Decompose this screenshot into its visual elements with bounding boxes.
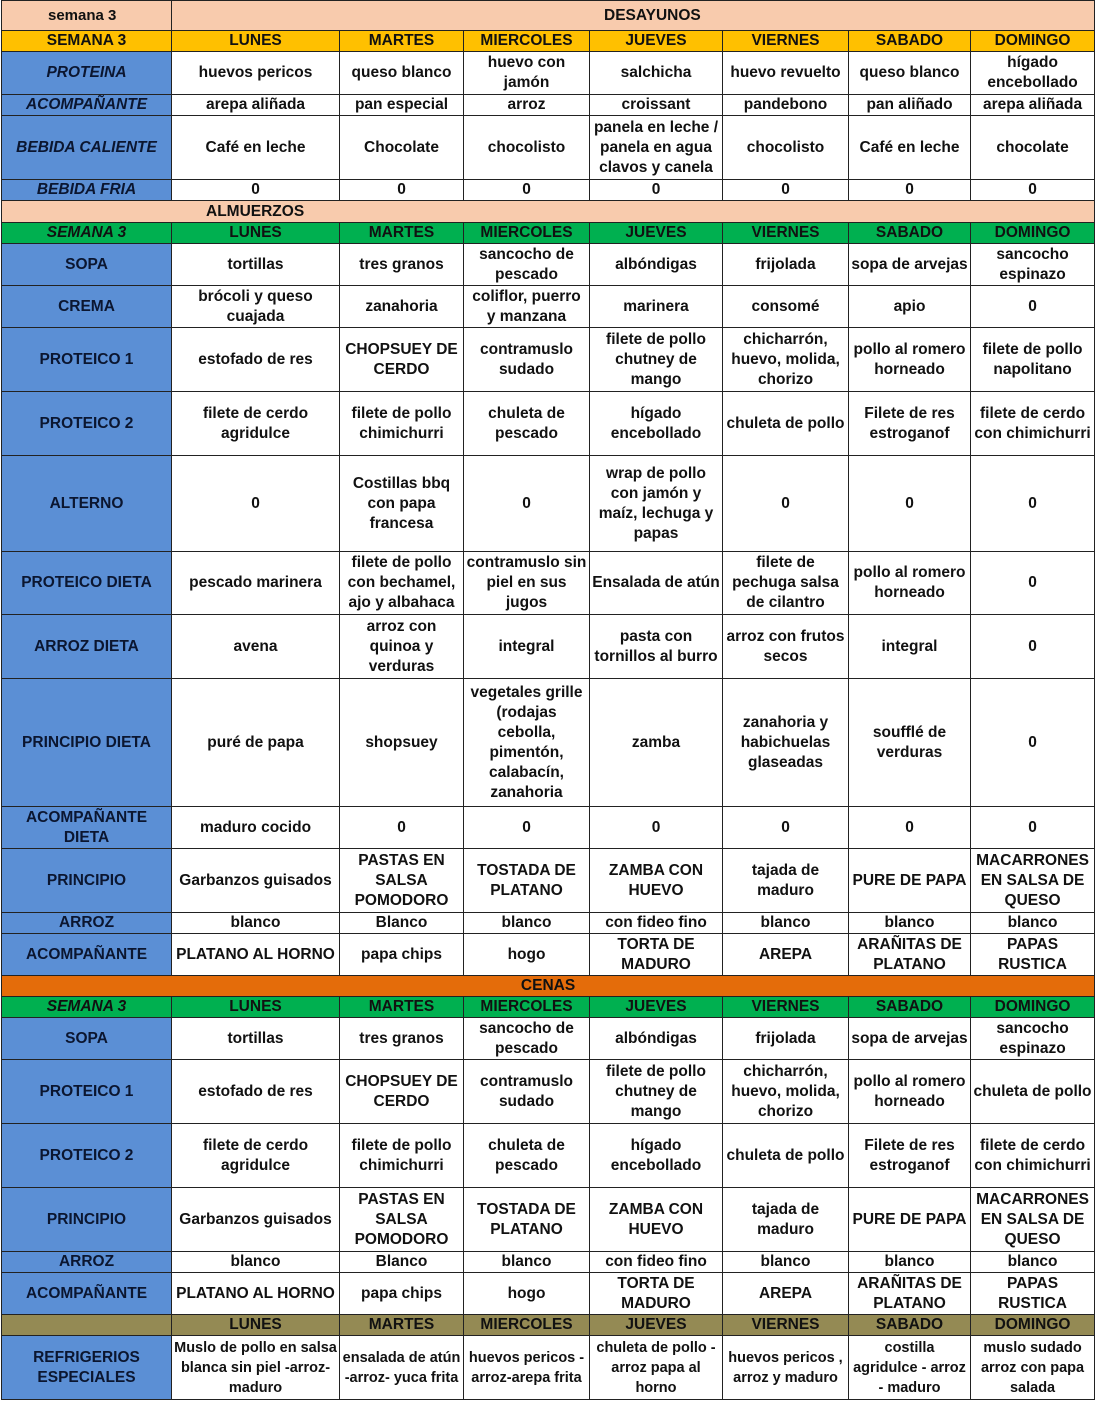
almuerzos-row [2,244,1095,286]
menu-cell: albóndigas [590,244,723,286]
row-label: PROTEINA [2,52,172,95]
menu-cell: hígado encebollado [971,52,1095,95]
menu-cell: pollo al romero horneado [849,552,971,615]
menu-cell: apio [849,286,971,328]
menu-cell: blanco [464,1252,590,1273]
menu-cell: PASTAS EN SALSA POMODORO [340,849,464,913]
day-header-cell: JUEVES [590,1315,723,1336]
almuerzos-header-row [2,223,1095,244]
row-label: ACOMPAÑANTE [2,934,172,976]
menu-cell: arroz con frutos secos [723,615,849,679]
menu-cell: queso blanco [849,52,971,95]
section-title: CENAS [2,976,1095,997]
menu-cell: MACARRONES EN SALSA DE QUESO [971,1188,1095,1252]
menu-cell: huevos pericos [172,52,340,95]
menu-cell: maduro cocido [172,807,340,849]
row-label: PRINCIPIO [2,849,172,913]
menu-cell: chocolisto [723,116,849,180]
day-header-cell: MARTES [340,223,464,244]
day-header-cell: JUEVES [590,223,723,244]
menu-cell: filete de pollo napolitano [971,328,1095,392]
day-header-cell: MIERCOLES [464,31,590,52]
menu-cell: CHOPSUEY DE CERDO [340,1060,464,1124]
menu-cell: MACARRONES EN SALSA DE QUESO [971,849,1095,913]
menu-cell: salchicha [590,52,723,95]
menu-cell: huevo revuelto [723,52,849,95]
menu-cell: 0 [971,180,1095,201]
menu-cell: PAPAS RUSTICA [971,934,1095,976]
menu-cell: pan especial [340,95,464,116]
menu-cell: panela en leche / panela en agua clavos y canela [590,116,723,180]
menu-cell: hígado encebollado [590,392,723,456]
menu-cell: chicharrón, huevo, molida, chorizo [723,1060,849,1124]
day-header-cell: JUEVES [590,31,723,52]
day-header-cell: DOMINGO [971,1315,1095,1336]
menu-cell: TOSTADA DE PLATANO [464,849,590,913]
menu-cell: tres granos [340,244,464,286]
menu-cell: con fideo fino [590,913,723,934]
row-label: BEBIDA FRIA [2,180,172,201]
menu-cell: vegetales grille (rodajas cebolla, pimentón, calabacín, zanahoria [464,679,590,807]
day-header-cell: MARTES [340,997,464,1018]
menu-cell: Costillas bbq con papa francesa [340,456,464,552]
menu-cell: chuleta de pescado [464,392,590,456]
menu-cell: sopa de arvejas [849,1018,971,1060]
menu-cell: 0 [340,807,464,849]
menu-cell: ensalada de atún -arroz- yuca frita [340,1336,464,1400]
menu-cell: coliflor, puerro y manzana [464,286,590,328]
menu-cell: tortillas [172,1018,340,1060]
menu-cell: ARAÑITAS DE PLATANO [849,1273,971,1315]
menu-cell: filete de cerdo agridulce [172,392,340,456]
almuerzos-row [2,849,1095,913]
menu-cell: estofado de res [172,328,340,392]
menu-cell: hígado encebollado [590,1124,723,1188]
menu-cell: Filete de res estroganof [849,1124,971,1188]
menu-cell: 0 [971,679,1095,807]
menu-cell: blanco [971,913,1095,934]
cenas-row [2,1188,1095,1252]
cenas-header-row [2,997,1095,1018]
menu-cell: chocolisto [464,116,590,180]
menu-cell: sancocho espinazo [971,1018,1095,1060]
menu-cell: Muslo de pollo en salsa blanca sin piel -arroz-maduro [172,1336,340,1400]
day-header-cell: MIERCOLES [464,1315,590,1336]
menu-cell: 0 [971,807,1095,849]
menu-cell: blanco [723,1252,849,1273]
menu-cell: pescado marinera [172,552,340,615]
menu-cell: filete de cerdo agridulce [172,1124,340,1188]
row-label: PRINCIPIO DIETA [2,679,172,807]
menu-cell: zanahoria y habichuelas glaseadas [723,679,849,807]
menu-cell: filete de cerdo con chimichurri [971,1124,1095,1188]
menu-cell: con fideo fino [590,1252,723,1273]
desayunos-row [2,180,1095,201]
desayunos-row [2,52,1095,95]
menu-cell: sopa de arvejas [849,244,971,286]
row-label: CREMA [2,286,172,328]
almuerzos-title-row [2,201,1095,223]
menu-cell: tajada de maduro [723,849,849,913]
menu-cell: PLATANO AL HORNO [172,1273,340,1315]
almuerzos-row [2,615,1095,679]
menu-cell: arroz con quinoa y verduras [340,615,464,679]
row-label: ACOMPAÑANTE [2,1273,172,1315]
menu-cell: chuleta de pollo [723,392,849,456]
menu-cell: hogo [464,934,590,976]
menu-cell: ARAÑITAS DE PLATANO [849,934,971,976]
day-header-cell: LUNES [172,223,340,244]
desayunos-title-row [2,1,1095,31]
menu-cell: Chocolate [340,116,464,180]
day-header-cell: MIERCOLES [464,997,590,1018]
menu-cell: filete de pollo chimichurri [340,1124,464,1188]
menu-cell: 0 [971,286,1095,328]
day-header-cell: DOMINGO [971,223,1095,244]
day-header-cell: SABADO [849,223,971,244]
menu-cell: arroz [464,95,590,116]
menu-cell: pasta con tornillos al burro [590,615,723,679]
menu-cell: 0 [849,180,971,201]
almuerzos-row [2,392,1095,456]
menu-cell: chuleta de pollo [971,1060,1095,1124]
menu-cell: papa chips [340,1273,464,1315]
menu-cell: huevo con jamón [464,52,590,95]
menu-cell: frijolada [723,244,849,286]
week-header-cell: SEMANA 3 [2,31,172,52]
menu-cell: albóndigas [590,1018,723,1060]
section-title: DESAYUNOS [172,1,1095,31]
row-label: ACOMPAÑANTE DIETA [2,807,172,849]
row-label: SOPA [2,244,172,286]
refrigerios-header-row [2,1315,1095,1336]
menu-cell: sancocho de pescado [464,244,590,286]
menu-cell: puré de papa [172,679,340,807]
menu-cell: tortillas [172,244,340,286]
menu-cell: 0 [849,456,971,552]
menu-cell: blanco [849,913,971,934]
menu-cell: TORTA DE MADURO [590,1273,723,1315]
cenas-row [2,1124,1095,1188]
row-label: PROTEICO 1 [2,1060,172,1124]
menu-cell: queso blanco [340,52,464,95]
menu-cell: croissant [590,95,723,116]
cenas-row [2,1018,1095,1060]
menu-cell: integral [849,615,971,679]
menu-cell: CHOPSUEY DE CERDO [340,328,464,392]
menu-cell: blanco [971,1252,1095,1273]
menu-cell: PLATANO AL HORNO [172,934,340,976]
row-label: PROTEICO 1 [2,328,172,392]
day-header-cell: SABADO [849,997,971,1018]
menu-cell: 0 [971,456,1095,552]
menu-cell: Blanco [340,913,464,934]
menu-cell: filete de pollo chutney de mango [590,1060,723,1124]
menu-cell: ZAMBA CON HUEVO [590,1188,723,1252]
menu-cell: Garbanzos guisados [172,849,340,913]
menu-cell: 0 [172,180,340,201]
day-header-cell: VIERNES [723,1315,849,1336]
menu-cell: arepa aliñada [172,95,340,116]
menu-cell: hogo [464,1273,590,1315]
row-label: PROTEICO DIETA [2,552,172,615]
menu-cell: AREPA [723,1273,849,1315]
menu-cell: filete de pollo chimichurri [340,392,464,456]
menu-cell: chuleta de pollo - arroz papa al horno [590,1336,723,1400]
day-header-cell: LUNES [172,1315,340,1336]
menu-cell: PASTAS EN SALSA POMODORO [340,1188,464,1252]
menu-cell: 0 [723,180,849,201]
day-header-cell: VIERNES [723,997,849,1018]
menu-cell: blanco [849,1252,971,1273]
menu-cell: 0 [723,456,849,552]
menu-cell: 0 [971,552,1095,615]
desayunos-header-row [2,31,1095,52]
menu-cell: Café en leche [172,116,340,180]
day-header-cell: DOMINGO [971,997,1095,1018]
almuerzos-row [2,328,1095,392]
menu-cell: chocolate [971,116,1095,180]
menu-cell: blanco [464,913,590,934]
almuerzos-row [2,286,1095,328]
row-label: SOPA [2,1018,172,1060]
day-header-cell: VIERNES [723,31,849,52]
day-header-cell: DOMINGO [971,31,1095,52]
menu-cell: contramuslo sudado [464,1060,590,1124]
menu-cell: papa chips [340,934,464,976]
menu-cell: sancocho espinazo [971,244,1095,286]
menu-cell: avena [172,615,340,679]
menu-cell: 0 [971,615,1095,679]
menu-cell: chuleta de pollo [723,1124,849,1188]
refrigerios-row [2,1336,1095,1400]
menu-cell: frijolada [723,1018,849,1060]
menu-cell: Filete de res estroganof [849,392,971,456]
menu-table [1,0,1095,1400]
cenas-title-row [2,976,1095,997]
menu-cell: pandebono [723,95,849,116]
desayunos-row [2,95,1095,116]
almuerzos-row [2,679,1095,807]
menu-cell: pollo al romero horneado [849,1060,971,1124]
menu-cell: TOSTADA DE PLATANO [464,1188,590,1252]
cenas-row [2,1273,1095,1315]
day-header-cell: LUNES [172,31,340,52]
menu-cell: ZAMBA CON HUEVO [590,849,723,913]
menu-cell: wrap de pollo con jamón y maíz, lechuga y papas [590,456,723,552]
menu-cell: 0 [464,180,590,201]
day-header-cell: MIERCOLES [464,223,590,244]
menu-cell: marinera [590,286,723,328]
menu-cell: Garbanzos guisados [172,1188,340,1252]
menu-cell: zamba [590,679,723,807]
day-header-cell: MARTES [340,1315,464,1336]
section-title: ALMUERZOS [2,201,1095,223]
menu-cell: zanahoria [340,286,464,328]
menu-cell: arepa aliñada [971,95,1095,116]
row-label: PRINCIPIO [2,1188,172,1252]
day-header-cell: MARTES [340,31,464,52]
menu-cell: filete de cerdo con chimichurri [971,392,1095,456]
menu-cell: 0 [723,807,849,849]
menu-cell: PURE DE PAPA [849,1188,971,1252]
cenas-row [2,1060,1095,1124]
day-header-cell: LUNES [172,997,340,1018]
row-label: REFRIGERIOS ESPECIALES [2,1336,172,1400]
menu-cell: PAPAS RUSTICA [971,1273,1095,1315]
week-header-cell [2,1315,172,1336]
row-label: PROTEICO 2 [2,1124,172,1188]
menu-cell: tajada de maduro [723,1188,849,1252]
menu-cell: blanco [723,913,849,934]
almuerzos-row [2,913,1095,934]
row-label: ARROZ [2,913,172,934]
day-header-cell: SABADO [849,1315,971,1336]
menu-cell: consomé [723,286,849,328]
menu-cell: muslo sudado arroz con papa salada [971,1336,1095,1400]
menu-cell: blanco [172,1252,340,1273]
menu-cell: 0 [464,456,590,552]
menu-cell: Blanco [340,1252,464,1273]
almuerzos-row [2,934,1095,976]
menu-cell: TORTA DE MADURO [590,934,723,976]
desayunos-row [2,116,1095,180]
row-label: ARROZ DIETA [2,615,172,679]
week-header-cell: SEMANA 3 [2,223,172,244]
menu-cell: 0 [590,180,723,201]
menu-cell: filete de pechuga salsa de cilantro [723,552,849,615]
almuerzos-row [2,552,1095,615]
menu-cell: huevos pericos - arroz-arepa frita [464,1336,590,1400]
menu-cell: 0 [849,807,971,849]
menu-cell: soufflé de verduras [849,679,971,807]
menu-cell: estofado de res [172,1060,340,1124]
menu-cell: tres granos [340,1018,464,1060]
row-label: ACOMPAÑANTE [2,95,172,116]
menu-cell: sancocho de pescado [464,1018,590,1060]
menu-cell: Café en leche [849,116,971,180]
menu-cell: chuleta de pescado [464,1124,590,1188]
menu-cell: blanco [172,913,340,934]
almuerzos-row [2,807,1095,849]
day-header-cell: JUEVES [590,997,723,1018]
menu-cell: contramuslo sin piel en sus jugos [464,552,590,615]
almuerzos-row [2,456,1095,552]
menu-cell: filete de pollo con bechamel, ajo y albahaca [340,552,464,615]
menu-cell: pan aliñado [849,95,971,116]
menu-cell: costilla agridulce - arroz - maduro [849,1336,971,1400]
menu-cell: huevos pericos , arroz y maduro [723,1336,849,1400]
menu-cell: contramuslo sudado [464,328,590,392]
menu-cell: 0 [172,456,340,552]
row-label: PROTEICO 2 [2,392,172,456]
menu-cell: Ensalada de atún [590,552,723,615]
row-label: BEBIDA CALIENTE [2,116,172,180]
row-label: ARROZ [2,1252,172,1273]
day-header-cell: VIERNES [723,223,849,244]
menu-cell: brócoli y queso cuajada [172,286,340,328]
menu-cell: shopsuey [340,679,464,807]
week-label: semana 3 [2,1,172,31]
menu-cell: 0 [590,807,723,849]
menu-cell: 0 [340,180,464,201]
menu-cell: AREPA [723,934,849,976]
menu-cell: filete de pollo chutney de mango [590,328,723,392]
menu-cell: integral [464,615,590,679]
menu-cell: pollo al romero horneado [849,328,971,392]
menu-cell: chicharrón, huevo, molida, chorizo [723,328,849,392]
menu-cell: PURE DE PAPA [849,849,971,913]
menu-cell: 0 [464,807,590,849]
cenas-row [2,1252,1095,1273]
day-header-cell: SABADO [849,31,971,52]
row-label: ALTERNO [2,456,172,552]
week-header-cell: SEMANA 3 [2,997,172,1018]
